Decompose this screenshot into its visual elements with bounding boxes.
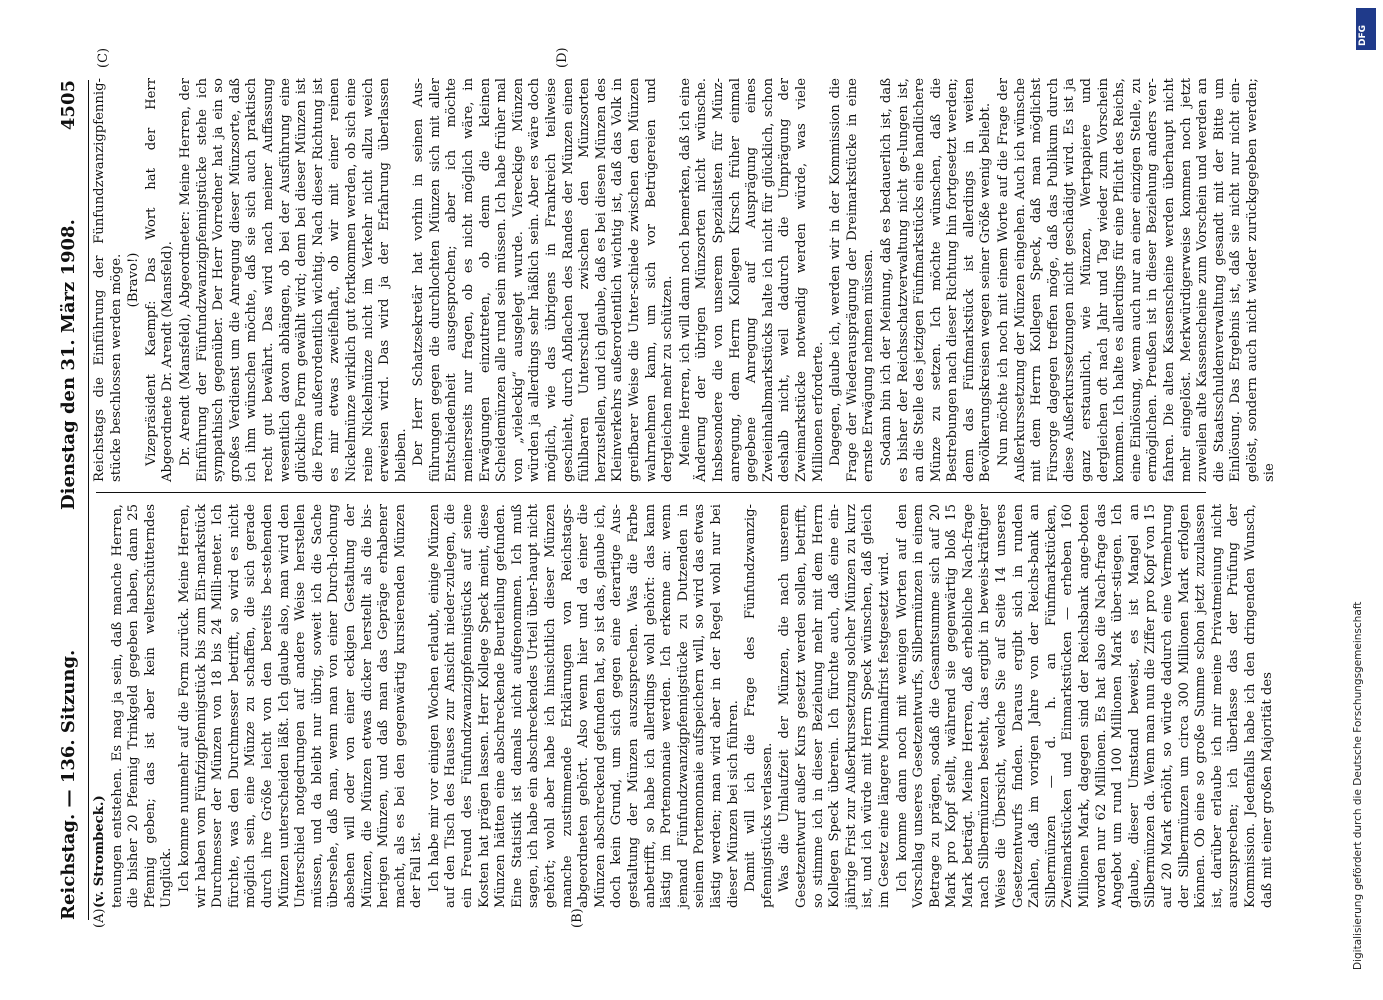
paragraph: Damit will ich die Frage des Fünfundzwanzig-pfennigstücks verlassen. — [743, 504, 775, 908]
paragraph: Sodann bin ich der Meinung, daß es bedauerlich ist, daß es bisher der Reichsschatzverwaltung nicht ge-lungen ist, an die Stelle des jetzigen Fünfmarkstücks eine handlichere Münze zu setzen. Ich möchte wünschen, daß die Bestrebungen nach dieser Richtung hin fortgesetzt werden; denn das Fünfmarkstück ist allerdings in weiten Bevölkerungskreisen wegen seiner Größe wenig beliebt. — [878, 78, 994, 482]
paragraph: tenungen entstehen. Es mag ja sein, daß manche Herren, die bisher 20 Pfennig Trinkgeld gegeben haben, dann 25 Pfennig geben; das ist aber kein welterschütterndes Unglück. — [109, 504, 175, 908]
left-column — [92, 504, 1275, 908]
margin-mark-b: (B) — [570, 908, 585, 928]
page-number: 4505 — [58, 80, 79, 131]
column-separator — [96, 492, 1206, 493]
applause-note: (Bravo!) — [126, 252, 142, 308]
header-rule — [88, 80, 89, 920]
paragraph: Der Herr Schatzsekretär hat vorhin in seinen Aus-führungen gegen die durchlochten Münzen sich mit aller Entschiedenheit ausgesprochen; aber ich möchte meinerseits nur fragen, ob es nicht möglich wäre, in Erwägungen einzutreten, ob denn die kleinen Scheidemünzen alle rund sein müssen. Ich habe früher mal von „vieleckig“ ausgelegt wurde. Viereckige Münzen würden ja allerdings sehr häßlich sein. Aber es wäre doch möglich, wie das übrigens in Frankreich teilweise geschieht, durch Abflachen des Randes der Münzen einen fühlbaren Unterschied zwischen den Münzsorten herzustellen, und ich glaube, daß es bei diesen Münzen des Kleinverkehrs außerordentlich wichtig ist, daß das Volk in greifbarer Weise die Unter-schiede zwischen den Münzen wahrnehmen kann, um sich vor Betrügereien und dergleichen mehr zu schützen. — [411, 78, 676, 482]
header-date: Dienstag den 31. März 1908. — [58, 219, 79, 510]
header-left: Reichstag. — 136. Sitzung. — [58, 649, 79, 920]
digitization-credit: Digitalisierung gefördert durch die Deutsche Forschungsgemeinschaft — [1352, 601, 1364, 970]
paragraph: Ich komme nunmehr auf die Form zurück. Meine Herren, wir haben vom Fünfzigpfennigstück bis zum Ein-markstück Durchmesser der Münzen von 18 bis 24 Milli-meter. Ich fürchte, was den Durchmesser betrifft, so wird es nicht möglich sein, eine Münze zu schaffen, die sich gerade durch ihre Größe leicht von den bereits be-stehenden Münzen unterscheiden läßt. Ich glaube also, man wird den Unterschied notgedrungen auf andere Weise herstellen müssen, und da bleibt nur übrig, soweit ich die Sache übersehe, daß man, wenn man von einer Durch-lochung absehen will oder von einer eckigen Gestaltung der Münzen, die Münzen etwas dicker herstellt als die bis-herigen Münzen, und daß man das Gepräge erhabener macht, als es bei den gegenwärtig kursierenden Münzen der Fall ist. — [176, 504, 425, 908]
paragraph: Ich komme dann noch mit wenigen Worten auf den Vorschlag unseres Gesetzentwurfs, Silbermünzen in einem Betrage zu prägen, sodaß die Gesamtsumme sich auf 20 Mark pro Kopf stellt, während sie gegenwärtig bloß 15 Mark beträgt. Meine Herren, daß erhebliche Nach-frage nach Silbermünzen besteht, das ergibt in beweis-kräftiger Weise die Übersicht, welche Sie auf Seite 14 unseres Gesetzentwurfs finden. Daraus ergibt sich in runden Zahlen, daß im vorigen Jahre von der Reichs-bank an Silbermünzen — d. h. an Fünfmarkstücken, Zweimarkstücken und Einmarkstücken — erheben 160 Millionen Mark, dagegen sind der Reichsbank ange-boten worden nur 62 Millionen. Es hat also die Nach-frage das Angebot um rund 100 Millionen Mark über-stiegen. Ich glaube, dieser Umstand beweist, es ist Mangel an Silbermünzen da. Wenn man nun die Ziffer pro Kopf von 15 auf 20 Mark erhöht, so würde dadurch eine Vermehrung der Silbermünzen um circa 300 Millionen Mark erfolgen können. Ob eine so große Summe schon jetzt zuzulassen ist, darüber erlaube ich mir meine Privatmeinung nicht auszusprechen; ich überlasse das der Prüfung der Kommission. Jedenfalls habe ich den dringenden Wunsch, daß mit einer großen Majorität des — [894, 504, 1275, 908]
page-header — [52, 80, 86, 920]
paragraph: Meine Herren, ich will dann noch bemerken, daß ich eine Änderung der übrigen Münzsorten nicht wünsche. Insbesondere die von unserem Spezialisten für Münz-anregung, dem Herrn Kollegen Kirsch früher einmal gegebene Anregung auf Ausprägung eines Zweieinhalbmarkstücks halte ich nicht für glücklich, schon deshalb nicht, weil dadurch die Umprägung der Zweimarkstücke notwendig werden würde, was viele Millionen erforderte. — [677, 78, 826, 482]
paragraph: Dagegen, glaube ich, werden wir in der Kommission die Frage der Wiederausprägung der Dreimarkstücke in eine ernste Erwägung nehmen müssen. — [828, 78, 877, 482]
running-head: (v. Strombeck.) — [92, 795, 107, 908]
paragraph: Was die Umlaufzeit der Münzen, die nach unserem Gesetzentwurf außer Kurs gesetzt werden sollen, betrifft, so stimme ich in dieser Beziehung mehr mit dem Herrn Kollegen Speck überein. Ich fürchte auch, daß eine ein-jährige Frist zur Außerkurssetzung solcher Münzen zu kurz ist, und ich würde mit Herrn Speck wünschen, daß gleich im Gesetz eine längere Minimalfrist festgesetzt wird. — [777, 504, 892, 908]
paragraph: Ich habe mir vor einigen Wochen erlaubt, einige Münzen auf den Tisch des Hauses zur Ansicht nieder-zulegen, die ein Freund des Fünfundzwanzigpfennigstücks auf seine Kosten hat prägen lassen. Herr Kollege Speck meint, diese Münzen hätten eine abschreckende Beurteilung gefunden. Eine Statistik ist damals nicht aufgenommen. Ich muß sagen, ich habe ein abschreckendes Urteil über-haupt nicht gehört; wohl aber habe ich hinsichtlich dieser Münzen manche zustimmende Erklärungen von Reichstags-abgeordneten gehört. Also wenn hier und da einer die Münzen abschreckend gefunden hat, so ist das, glaube ich, doch kein Grund, um sich gegen eine derartige Aus-gestaltung der Münzen auszusprechen. Was die Farbe anbetrifft, so habe ich allerdings wohl gehört: das kann lästig im Portemonnaie werden. Ich erkenne an: wenn jemand Fünfundzwanzigpfennigstücke zu Dutzenden in seinem Portemonnaie aufspeichern will, so wird das etwas lästig werden; man wird aber in der Regel wohl nur bei dieser Münzen bei sich führen. — [426, 504, 741, 908]
right-column — [92, 78, 1277, 482]
dfg-logo: DFG — [1356, 8, 1376, 50]
margin-mark-a: (A) — [92, 908, 107, 928]
speaker-announcement: Vizepräsident Kaempf: Das Wort hat der Herr Abgeordnete Dr. Arendt (Mansfeld). — [143, 78, 176, 482]
paragraph: Dr. Arendt (Mansfeld), Abgeordneter: Meine Herren, der Einführung der Fünfundzwanzigpfennigstücke stehe ich sympathisch gegenüber. Der Herr Vorredner hat ja ein so großes Verdienst um die Anregung dieser Münzsorte, daß ich ihm wünschen möchte, daß sie sich auch praktisch recht gut bewährt. Das wird nach meiner Auffassung wesentlich davon abhängen, ob bei der Ausführung eine glückliche Form gewählt wird; denn bei dieser Münzen ist die Form außerordentlich wichtig. Nach dieser Richtung ist es mir etwas zweifelhaft, ob wir mit einer reinen Nickelmünze wirklich gut fortkommen werden, ob sich eine reine Nickelmünze nicht im Verkehr nicht allzu weich erweisen wird. Das wird ja der Erfahrung überlassen bleiben. — [177, 78, 409, 482]
margin-mark-d: (D) — [555, 47, 570, 68]
paragraph: Nun möchte ich noch mit einem Worte auf die Frage der Außerkurssetzung der Münzen eingehen. Auch ich wünsche mit dem Herrn Kollegen Speck, daß man möglichst Fürsorge dagegen treffen möge, daß das Publikum durch diese Außerkurssetzungen nicht geschädigt wird. Es ist ja ganz erstaunlich, wie Münzen, Wertpapiere und dergleichen oft nach Jahr und Tag wieder zum Vorschein kommen. Ich halte es allerdings für eine Pflicht des Reichs, eine Einlösung, wenn auch nur an einer einzigen Stelle, zu ermöglichen. Preußen ist in dieser Beziehung anders ver-fahren. Die alten Kassenscheine werden überhaupt nicht mehr eingelöst. Merkwürdigerweise kommen noch jetzt zuweilen alte Kassenscheine zum Vorschein und werden an die Staatsschuldenverwaltung gesandt mit der Bitte um Einlösung. Das Ergebnis ist, daß sie nicht nur nicht ein-gelöst, sondern auch nicht wieder zurückgegeben werden; sie — [996, 78, 1277, 482]
margin-mark-c: (C) — [96, 47, 111, 68]
paragraph: Reichstags die Einführung der Fünfundzwanzigpfennig-stücke beschlossen werden möge. — [92, 78, 124, 482]
